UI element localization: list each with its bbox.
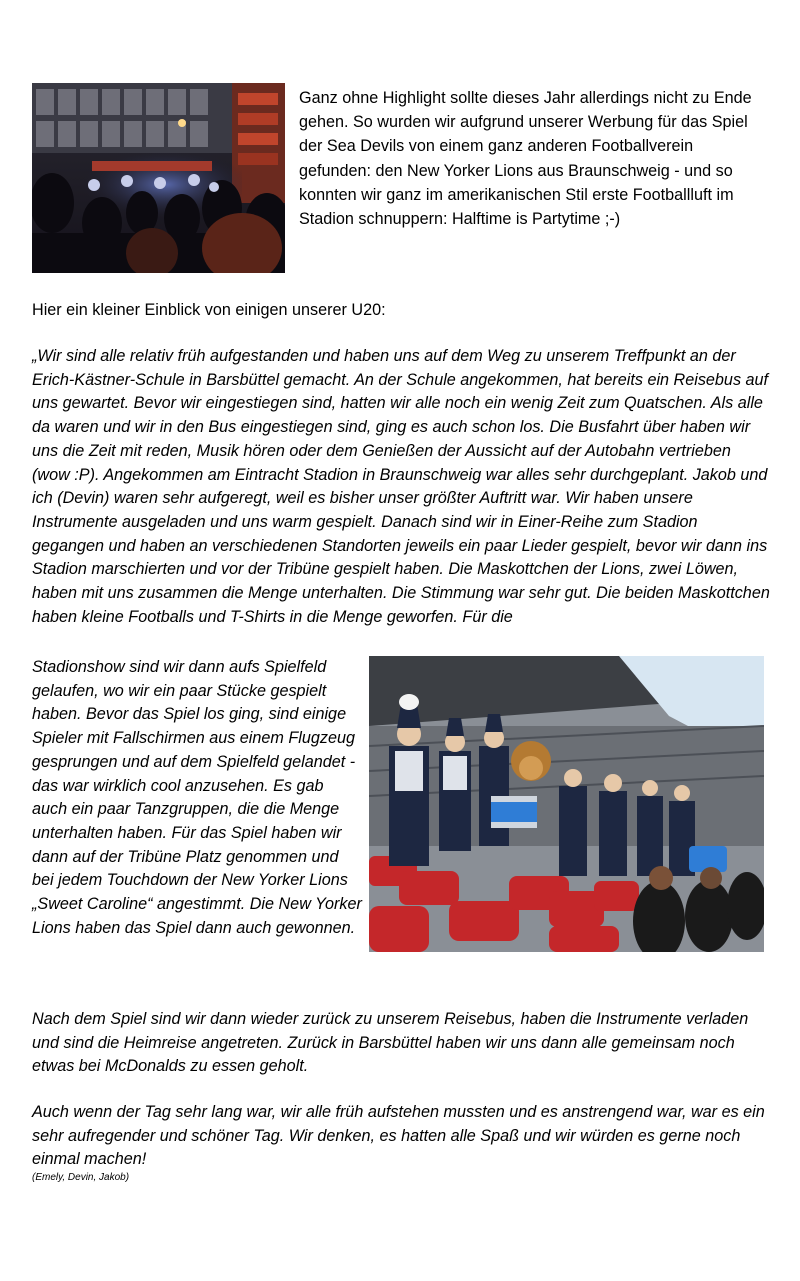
lead-line: Hier ein kleiner Einblick von einigen unserer U20: xyxy=(32,301,386,319)
crowd-photo xyxy=(32,83,285,273)
quote-paragraph-2: Stadionshow sind wir dann aufs Spielfeld gelaufen, wo wir ein paar Stücke gespielt haben. Bevor das Spiel los ging, sind einige Spieler mit Fallschirmen aus einem Flugzeug gesprungen und auf dem Spielfeld gelandet - das war wirklich cool anzusehen. Es gab auch ein paar Tanzgruppen, die die Menge unterhalten haben. Für das Spiel haben wir dann auf der Tribüne Platz genommen und bei jedem Touchdown der New Yorker Lions „Sweet Caroline“ angestimmt. Die New Yorker Lions haben das Spiel dann auch gewonnen. xyxy=(32,658,362,937)
quote-paragraph-4: Auch wenn der Tag sehr lang war, wir alle früh aufstehen mussten und es anstrengend war, war es ein sehr aufregender und schöner Tag. Wir denken, es hatten alle Spaß und wir würden es gerne noch einmal machen! xyxy=(32,1103,765,1169)
intro-paragraph: Ganz ohne Highlight sollte dieses Jahr allerdings nicht zu Ende gehen. So wurden wir aufgrund unserer Werbung für das Spiel der Sea Devils von einem ganz anderen Footballverein gefunden: den New Yorker Lions aus Braunschweig - und so konnten wir ganz im amerikanischen Stil erste Footballluft im Stadion schnuppern: Halftime is Partytime ;-) xyxy=(299,89,752,229)
quote-paragraph-3: Nach dem Spiel sind wir dann wieder zurück zu unserem Reisebus, haben die Instrumente verladen und sind die Heimreise angetreten. Zurück in Barsbüttel haben wir uns dann alle gemeinsam noch etwas bei McDonalds zu essen geholt. xyxy=(32,1010,749,1076)
quote-paragraph-1: „Wir sind alle relativ früh aufgestanden und haben uns auf dem Weg zu unserem Treffpunkt an der Erich-Kästner-Schule in Barsbüttel gemacht. An der Schule angekommen, hat bereits ein Reisebus auf uns gewartet. Bevor wir eingestiegen sind, hatten wir alle noch ein wenig Zeit zum Quatschen. Als alle da waren und wir in den Bus eingestiegen sind, ging es auch schon los. Die Busfahrt über haben wir uns die Zeit mit reden, Musik hören oder dem Genießen der Aussicht auf der Autobahn vertrieben (wow :P). Angekommen am Eintracht Stadion in Braunschweig war alles sehr durchgeplant. Jakob und ich (Devin) waren sehr aufgeregt, weil es bisher unser größter Auftritt war. Wir haben unsere Instrumente ausgeladen und uns warm gespielt. Danach sind wir in Einer-Reihe zum Stadion gegangen und haben an verschiedenen Standorten jeweils ein paar Lieder gespielt, bevor wir dann ins Stadion marschierten und vor der Tribüne gespielt haben. Die Maskottchen der Lions, zwei Löwen, haben mit uns zusammen die Menge unterhalten. Die Stimmung war sehr gut. Die beiden Maskottchen haben kleine Footballs und T-Shirts in die Menge geworfen. Für die xyxy=(32,347,770,626)
signature: (Emely, Devin, Jakob) xyxy=(32,1172,130,1183)
marching-band-photo xyxy=(369,656,764,952)
